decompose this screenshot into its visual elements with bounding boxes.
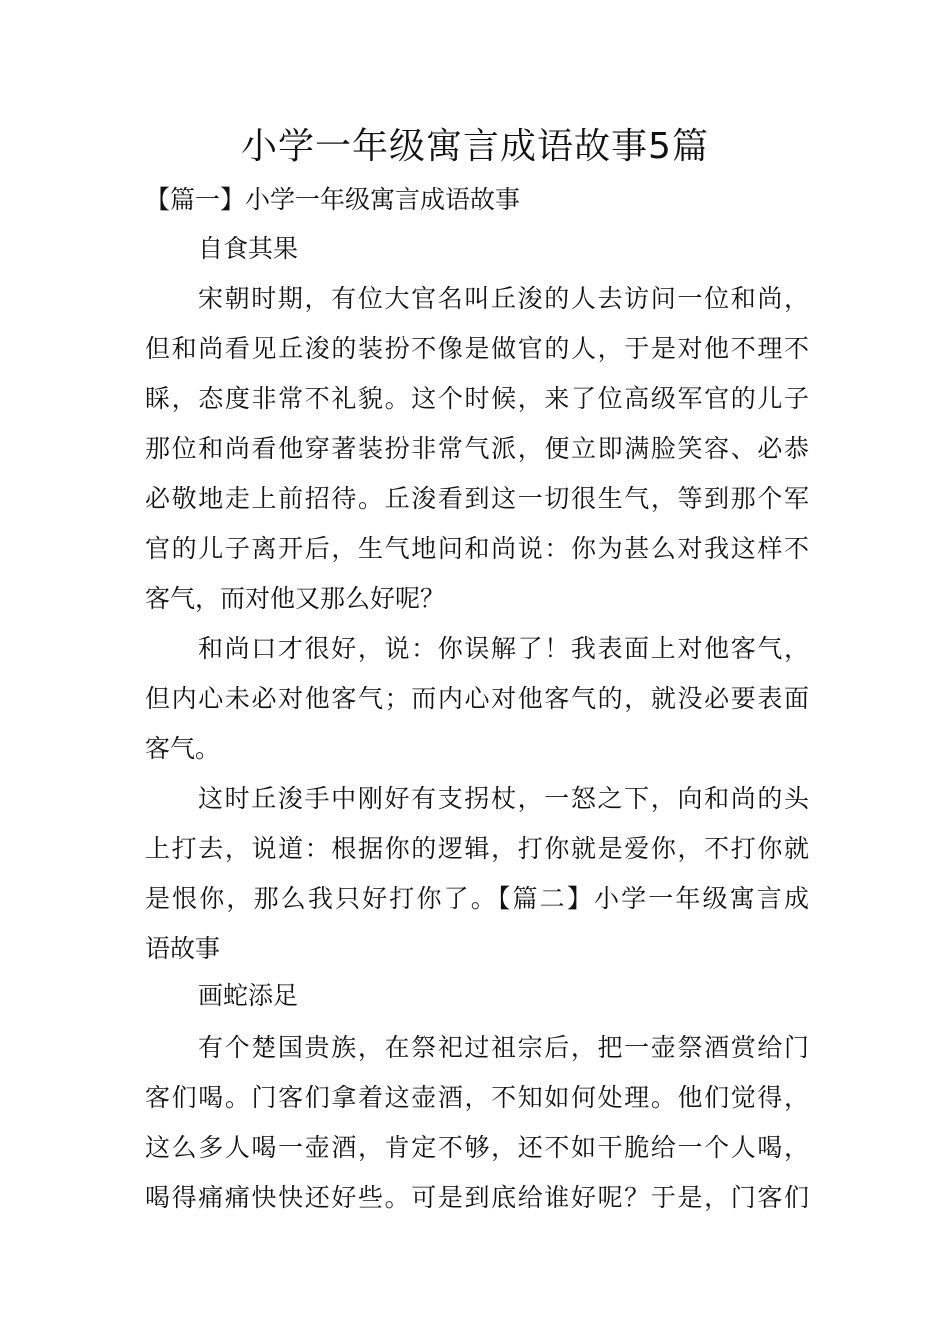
text-line: 官的儿子离开后，生气地问和尚说：你为甚么对我这样不 [145,534,809,563]
text-line: 那位和尚看他穿著装扮非常气派，便立即满脸笑容、必恭 [145,434,809,463]
text-line: 是恨你，那么我只好打你了。【篇二】小学一年级寓言成 [145,884,809,913]
text-line: 喝得痛痛快快还好些。可是到底给谁好呢？于是，门客们 [145,1183,809,1212]
text-line: 这时丘浚手中刚好有支拐杖，一怒之下，向和尚的头 [198,784,809,813]
text-line: 这么多人喝一壶酒，肯定不够，还不如干脆给一个人喝， [145,1133,809,1162]
text-line: 客们喝。门客们拿着这壶酒，不知如何处理。他们觉得， [145,1083,809,1112]
text-line: 客气，而对他又那么好呢？ [145,584,446,613]
paragraph [145,274,809,624]
document-title: 小学一年级寓言成语故事5篇 [241,126,709,167]
text-line: 但和尚看见丘浚的装扮不像是做官的人，于是对他不理不 [145,334,809,363]
paragraph [145,624,809,774]
text-line: 宋朝时期，有位大官名叫丘浚的人去访问一位和尚， [198,284,809,313]
story-title: 自食其果 [198,234,299,263]
text-line: 但内心未必对他客气；而内心对他客气的，就没必要表面 [145,684,809,713]
text-line: 语故事 [145,934,221,963]
text-line: 有个楚国贵族，在祭祀过祖宗后，把一壶祭酒赏给门 [198,1033,809,1062]
story-title: 画蛇添足 [198,981,299,1010]
text-line: 上打去，说道：根据你的逻辑，打你就是爱你，不打你就 [145,834,809,863]
text-line: 和尚口才很好，说：你误解了！我表面上对他客气， [198,634,809,663]
paragraph [145,774,809,974]
text-line: 睬，态度非常不礼貌。这个时候，来了位高级军官的儿子 [145,384,809,413]
section-heading: 【篇一】小学一年级寓言成语故事 [145,185,521,214]
text-line: 客气。 [145,734,221,763]
text-line: 必敬地走上前招待。丘浚看到这一切很生气，等到那个军 [145,484,809,513]
paragraph [145,1023,809,1223]
